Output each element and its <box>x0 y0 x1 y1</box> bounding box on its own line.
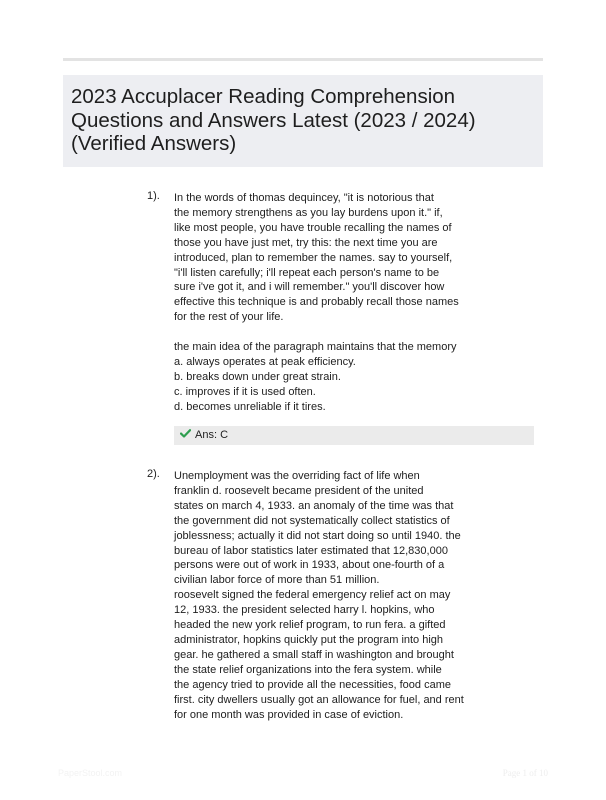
answer-option: c. improves if it is used often. <box>174 385 316 398</box>
question-line: the main idea of the paragraph maintains that the memory <box>174 341 457 354</box>
question-line: the state relief organizations into the fera system. while <box>174 663 442 676</box>
answer-box <box>174 426 534 445</box>
title-line: Questions and Answers Latest (2023 / 2024) <box>71 108 476 132</box>
question-text <box>174 191 534 415</box>
question-line: those you have just met, try this: the next time you are <box>174 236 438 249</box>
answer-option: d. becomes unreliable if it tires. <box>174 400 326 413</box>
question-line: the agency tried to provide all the necessities, food came <box>174 678 451 691</box>
question-line: the memory strengthens as you lay burdens upon it." if, <box>174 206 443 219</box>
question-number: 1). <box>147 190 160 202</box>
question-line: persons were out of work in 1933, about one-fourth of a <box>174 559 445 572</box>
answer-label: Ans: C <box>195 429 229 441</box>
question-line: gear. he gathered a small staff in washington and brought <box>174 648 454 661</box>
question-number: 2). <box>147 468 160 480</box>
document-title-box <box>63 75 543 167</box>
question-line: like most people, you have trouble recalling the names of <box>174 221 452 234</box>
question-line: headed the new york relief program, to run fera. a gifted <box>174 619 446 632</box>
answer-option: a. always operates at peak efficiency. <box>174 355 356 368</box>
page-number: Page 1 of 10 <box>502 768 548 778</box>
paragraph-gap <box>174 325 534 340</box>
question-line: 12, 1933. the president selected harry l. hopkins, who <box>174 604 435 617</box>
check-icon <box>180 426 191 445</box>
question-line: civilian labor force of more than 51 million. <box>174 574 380 587</box>
title-line: 2023 Accuplacer Reading Comprehension <box>71 85 456 108</box>
question-text <box>174 469 534 722</box>
question-line: for the rest of your life. <box>174 311 284 324</box>
question-line: first. city dwellers usually got an allowance for fuel, and rent <box>174 693 464 706</box>
footer-watermark: PaperStool.com <box>58 768 123 778</box>
top-divider <box>63 58 543 61</box>
question-line: joblessness; actually it did not start doing so until 1940. the <box>174 529 461 542</box>
question-line: administrator, hopkins quickly put the program into high <box>174 633 444 646</box>
question-line: franklin d. roosevelt became president of the united <box>174 484 424 497</box>
question-line: for one month was provided in case of eviction. <box>174 708 404 721</box>
question-line: In the words of thomas dequincey, "it is notorious that <box>174 192 434 204</box>
question-line: sure i've got it, and i will remember." you'll discover how <box>174 281 445 294</box>
answer-option: b. breaks down under great strain. <box>174 370 341 383</box>
question-line: "i'll listen carefully; i'll repeat each person's name to be <box>174 266 440 279</box>
question-line: bureau of labor statistics later estimated that 12,830,000 <box>174 544 448 557</box>
question-line: introduced, plan to remember the names. say to yourself, <box>174 251 453 264</box>
question-line: the government did not systematically collect statistics of <box>174 514 450 527</box>
title-line: (Verified Answers) <box>71 132 237 155</box>
question-line: roosevelt signed the federal emergency relief act on may <box>174 589 451 602</box>
question-line: effective this technique is and probably recall those names <box>174 296 459 309</box>
question-line: states on march 4, 1933. an anomaly of the time was that <box>174 499 454 512</box>
question-line: Unemployment was the overriding fact of life when <box>174 470 420 482</box>
